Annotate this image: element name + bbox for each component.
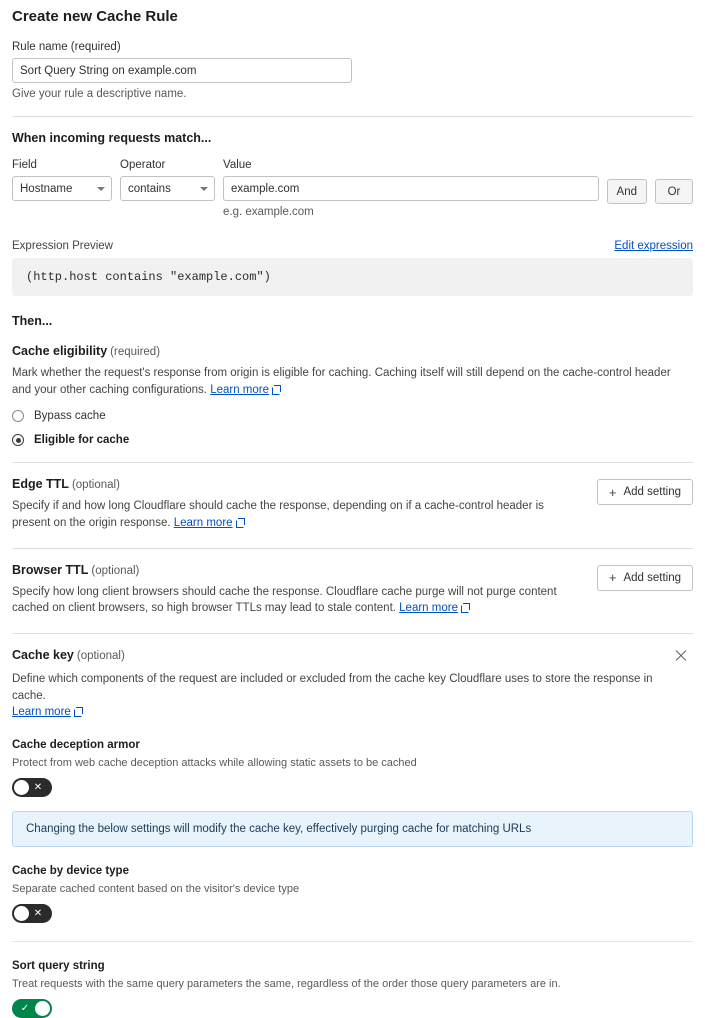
edge-ttl-title [12, 477, 581, 491]
device-type-title: Cache by device type [12, 865, 129, 878]
cache-eligibility-title [12, 344, 693, 358]
device-type-toggle[interactable] [12, 904, 52, 923]
field-select-value: Hostname [20, 182, 73, 195]
toggle-mark: ✓ [20, 1002, 30, 1014]
rule-name-input[interactable] [12, 58, 352, 83]
browser-ttl-add-setting-button[interactable] [597, 565, 693, 591]
plus-icon: + [608, 484, 617, 500]
edge-ttl-learn-more-link[interactable]: Learn more [173, 517, 233, 530]
plus-icon: + [608, 570, 617, 586]
edge-ttl-left [12, 477, 581, 531]
cache-eligibility-description-text: Mark whether the request's response from origin is eligible for caching. Caching itself will still depend on the cache-control header and your other caching configurations. [12, 367, 671, 396]
edit-expression-link[interactable]: Edit expression [614, 240, 693, 252]
divider [12, 462, 693, 463]
radio-bypass-cache[interactable] [12, 410, 693, 422]
radio-label-bypass: Bypass cache [34, 410, 106, 423]
edge-ttl-optional: (optional) [71, 479, 120, 492]
cache-eligibility-required: (required) [110, 346, 161, 358]
edge-ttl-add-setting-button[interactable] [597, 479, 693, 505]
browser-ttl-left [12, 563, 581, 617]
chevron-down-icon [200, 187, 208, 191]
edge-ttl-title-text: Edge TTL [12, 477, 69, 492]
field-column [12, 159, 112, 201]
match-row [12, 159, 693, 218]
divider [12, 633, 693, 634]
cache-key-description [12, 671, 684, 721]
value-column [223, 159, 599, 218]
browser-ttl-title [12, 563, 581, 577]
radio-label-eligible: Eligible for cache [34, 434, 130, 447]
toggle-knob [14, 906, 29, 921]
edge-ttl-add-setting-label: Add setting [623, 486, 681, 499]
sort-query-string-description: Treat requests with the same query parameters the same, regardless of the order those query parameters are in. [12, 978, 561, 991]
browser-ttl-add-setting-label: Add setting [623, 571, 681, 584]
radio-icon-eligible [12, 434, 24, 446]
browser-ttl-optional: (optional) [91, 564, 140, 577]
expression-preview: (http.host contains "example.com") [12, 258, 693, 296]
logic-buttons [607, 159, 693, 204]
toggle-knob [14, 780, 29, 795]
field-label: Field [12, 159, 37, 171]
cache-eligibility-title-text: Cache eligibility [12, 344, 108, 358]
cache-eligibility-section [12, 344, 693, 446]
rule-name-group [12, 41, 693, 100]
match-section-title: When incoming requests match... [12, 131, 212, 145]
expression-header [12, 240, 693, 252]
radio-icon-bypass [12, 410, 24, 422]
device-type-description: Separate cached content based on the visitor's device type [12, 883, 300, 896]
external-link-icon [461, 603, 470, 612]
external-link-icon [272, 385, 281, 394]
cache-eligibility-description [12, 365, 684, 398]
radio-eligible-for-cache[interactable] [12, 434, 693, 446]
divider [12, 116, 693, 117]
cache-key-title [12, 648, 125, 662]
operator-label: Operator [120, 159, 166, 171]
rule-name-label: Rule name (required) [12, 41, 121, 53]
browser-ttl-section [12, 563, 693, 617]
sort-query-string-title: Sort query string [12, 960, 105, 973]
or-button[interactable]: Or [655, 179, 693, 204]
then-title: Then... [12, 314, 53, 328]
browser-ttl-learn-more-link[interactable]: Learn more [399, 602, 458, 615]
cache-eligibility-learn-more-link[interactable]: Learn more [210, 383, 269, 396]
value-input[interactable] [223, 176, 599, 201]
page-title: Create new Cache Rule [12, 8, 178, 25]
external-link-icon [74, 707, 83, 716]
edge-ttl-description [12, 498, 572, 531]
field-select[interactable] [12, 176, 112, 201]
deception-armor-description: Protect from web cache deception attacks while allowing static assets to be cached [12, 757, 417, 770]
operator-column [120, 159, 215, 201]
edge-ttl-description-text: Specify if and how long Cloudflare should cache the response, depending on if a cache-control header is present on the origin response. [12, 500, 544, 530]
cache-key-notice: Changing the below settings will modify the cache key, effectively purging cache for matching URLs [12, 811, 693, 847]
divider [12, 941, 693, 942]
external-link-icon [236, 518, 245, 527]
cache-key-learn-more-link[interactable]: Learn more [12, 706, 71, 719]
expression-label: Expression Preview [12, 240, 113, 252]
operator-select-value: contains [128, 182, 171, 195]
chevron-down-icon [97, 187, 105, 191]
close-icon[interactable] [673, 648, 689, 664]
browser-ttl-title-text: Browser TTL [12, 562, 89, 577]
cache-key-header [12, 648, 693, 664]
divider [12, 548, 693, 549]
value-hint: e.g. example.com [223, 206, 314, 218]
deception-armor-toggle[interactable] [12, 778, 52, 797]
toggle-mark: ✕ [33, 907, 43, 919]
toggle-knob [35, 1001, 50, 1016]
cache-key-section [12, 648, 693, 1018]
browser-ttl-description-text: Specify how long client browsers should cache the response. Cloudflare cache purge will not purge content cached on client browsers, so high browser TTLs may lead to stale content. [12, 585, 557, 615]
cache-key-optional: (optional) [76, 650, 125, 663]
cache-key-description-text: Define which components of the request are included or excluded from the cache key Cloudflare uses to store the response in cache. [12, 673, 653, 702]
edge-ttl-section [12, 477, 693, 531]
rule-name-hint: Give your rule a descriptive name. [12, 88, 187, 100]
cache-key-title-text: Cache key [12, 648, 74, 663]
deception-armor-title: Cache deception armor [12, 739, 140, 752]
operator-select[interactable] [120, 176, 215, 201]
and-button[interactable]: And [607, 179, 647, 204]
sort-query-string-toggle[interactable] [12, 999, 52, 1018]
browser-ttl-description [12, 584, 572, 617]
value-label: Value [223, 159, 252, 171]
toggle-mark: ✕ [33, 781, 43, 793]
